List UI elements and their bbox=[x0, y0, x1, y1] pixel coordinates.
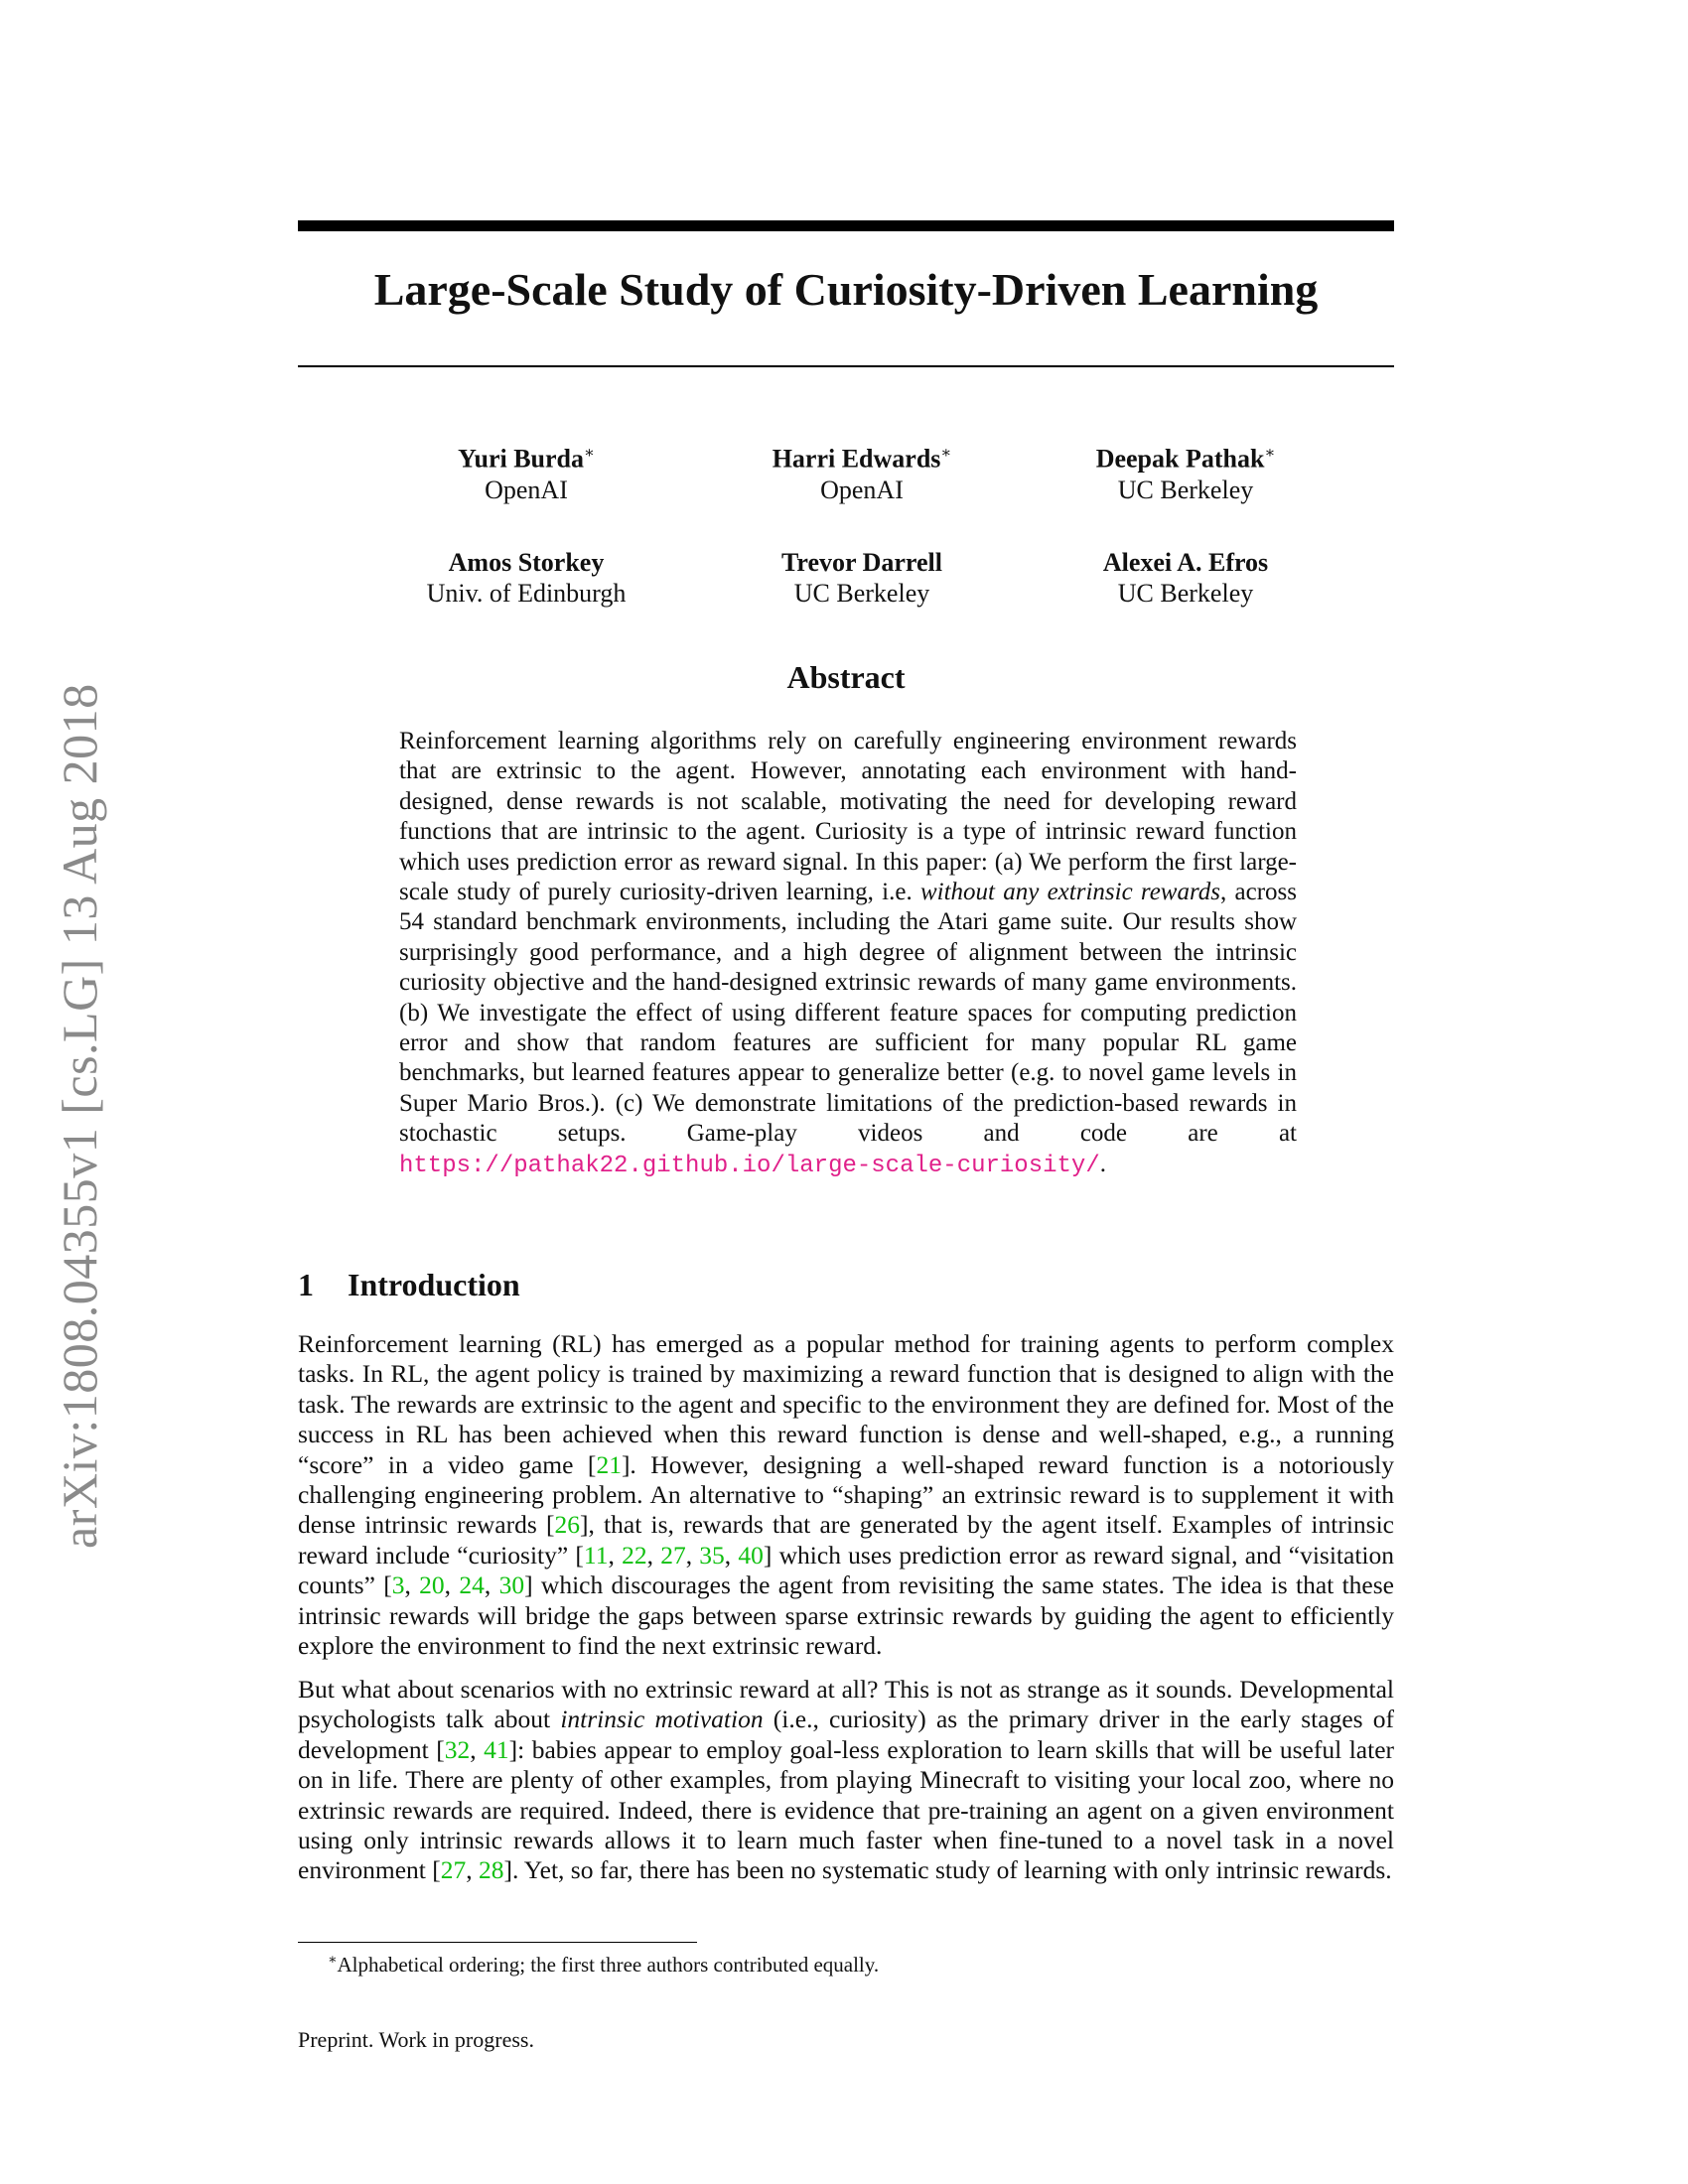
paragraph-emphasis: intrinsic motivation bbox=[560, 1705, 764, 1734]
citation-link[interactable]: 30 bbox=[498, 1570, 525, 1600]
title-bottom-rule bbox=[298, 365, 1394, 367]
preprint-note: Preprint. Work in progress. bbox=[298, 2027, 534, 2052]
paragraph-text: ], that is, rewards that are generated by the agent itself. Examples of intrinsic reward include “curiosity” [ bbox=[298, 1510, 1394, 1570]
author-block bbox=[377, 547, 675, 609]
abstract-body bbox=[399, 727, 1297, 1181]
abstract-text: . bbox=[1099, 1150, 1106, 1177]
abstract-text: Reinforcement learning algorithms rely on carefully engineering environment rewards that are extrinsic to the agent. However, annotating each environment with hand-designed, dense rewards is not scalable, motivating the need for developing reward functions that are intrinsic to the agent. Curiosity is a type of intrinsic reward function which uses prediction error as reward signal. In this paper: (a) We perform the first large-scale study of purely curiosity-driven learning, i.e. bbox=[399, 728, 1297, 906]
citation-link[interactable]: 24 bbox=[459, 1570, 485, 1600]
intro-paragraph: Reinforcement learning (RL) has emerged as a popular method for training agents to perform complex tasks. In RL, the agent policy is trained by maximizing a reward function that is designed to align with the task. The rewards are extrinsic to the agent and specific to the environment they are defined for. Most of the success in RL has been achieved when this reward function is dense and well-shaped, e.g., a running “score” in a video game [21]. However, designing a well-shaped reward function is a notoriously challenging engineering problem. An alternative to “shaping” an extrinsic reward is to supplement it with dense intrinsic rewards [26], that is, rewards that are generated by the agent itself. Examples of intrinsic reward include “curiosity” [11, 22, 27, 35, 40] which uses prediction error as reward signal, and “visitation counts” [3, 20, 24, 30] which discourages the agent from revisiting the same states. The idea is that these intrinsic rewards will bridge the gaps between sparse extrinsic rewards by guiding the agent to efficiently explore the environment to find the next extrinsic reward. bbox=[298, 1329, 1395, 1661]
paragraph-text: ]. However, designing a well-shaped reward function is a notoriously challenging engineering problem. An alternative to “shaping” an extrinsic reward is to supplement it with dense intrinsic rewards [ bbox=[298, 1449, 1395, 1540]
author-affiliation: UC Berkeley bbox=[1117, 579, 1254, 608]
abstract-emphasis: without any extrinsic rewards bbox=[919, 879, 1221, 906]
citation-link[interactable]: 28 bbox=[479, 1855, 504, 1885]
author-block bbox=[377, 438, 675, 505]
paragraph-text: ]: babies appear to employ goal-less exploration to learn skills that will be useful later on in life. There are plenty of other examples, from playing Minecraft to visiting your local zoo, where no extrinsic rewards are required. Indeed, there is evidence that pre-training an agent on a given environment using only intrinsic rewards allows it to learn much faster when fine-tuned to a novel task in a novel environment [ bbox=[298, 1734, 1395, 1885]
section-heading bbox=[298, 1265, 1394, 1304]
paragraph-text: ] which discourages the agent from revisiting the same states. The idea is that these intrinsic rewards will bridge the gaps between sparse extrinsic rewards by guiding the agent to efficiently explore the environment to find the next extrinsic reward. bbox=[298, 1570, 1394, 1661]
author-name: Amos Storkey bbox=[448, 548, 605, 577]
citation-link[interactable]: 20 bbox=[419, 1570, 445, 1600]
footnote-rule bbox=[298, 1942, 697, 1943]
footnote-text: Alphabetical ordering; the first three authors contributed equally. bbox=[337, 1953, 880, 1977]
author-block bbox=[1037, 547, 1335, 609]
citation-link[interactable]: 35 bbox=[699, 1540, 725, 1570]
paragraph-text: ] which uses prediction error as reward signal, and “visitation counts” [ bbox=[298, 1540, 1395, 1600]
author-affiliation: Univ. of Edinburgh bbox=[426, 579, 627, 608]
citation-link[interactable]: 21 bbox=[596, 1449, 622, 1479]
project-link[interactable]: https://pathak22.github.io/large-scale-curiosity/ bbox=[399, 1152, 1100, 1179]
author-affiliation: OpenAI bbox=[820, 475, 904, 504]
footnote bbox=[328, 1946, 1321, 1979]
author-block bbox=[713, 547, 1011, 609]
citation-link[interactable]: 32 bbox=[444, 1734, 471, 1764]
author-name: Trevor Darrell bbox=[781, 548, 942, 577]
equal-contribution-mark: ∗ bbox=[1264, 445, 1276, 462]
footnote-mark: ∗ bbox=[328, 1953, 338, 1968]
paragraph-text: (i.e., curiosity) as the primary driver in the early stages of development [ bbox=[298, 1705, 1395, 1764]
citation-link[interactable]: 27 bbox=[660, 1540, 686, 1570]
author-name: Harri Edwards bbox=[772, 444, 941, 474]
author-name: Yuri Burda bbox=[458, 444, 585, 474]
section-title: Introduction bbox=[348, 1267, 520, 1302]
author-name: Deepak Pathak bbox=[1095, 444, 1265, 474]
section-number: 1 bbox=[298, 1267, 314, 1302]
citation-link[interactable]: 26 bbox=[554, 1510, 580, 1540]
paragraph-text: ]. Yet, so far, there has been no systematic study of learning with only intrinsic rewards. bbox=[503, 1855, 1392, 1885]
citation-link[interactable]: 3 bbox=[391, 1570, 405, 1600]
citation-link[interactable]: 11 bbox=[583, 1540, 609, 1570]
author-name: Alexei A. Efros bbox=[1102, 548, 1269, 577]
title-top-rule bbox=[298, 220, 1394, 231]
paragraph-text: Reinforcement learning (RL) has emerged as a popular method for training agents to perform complex tasks. In RL, the agent policy is trained by maximizing a reward function that is designed to align with the task. The rewards are extrinsic to the agent and specific to the environment they are defined for. Most of the success in RL has been achieved when this reward function is dense and well-shaped, e.g., a running “score” in a video game [ bbox=[298, 1329, 1394, 1479]
citation-link[interactable]: 40 bbox=[738, 1540, 764, 1570]
citation-link[interactable]: 27 bbox=[440, 1855, 467, 1885]
citation-link[interactable]: 22 bbox=[622, 1540, 647, 1570]
arxiv-identifier: arXiv:1808.04355v1 [cs.LG] 13 Aug 2018 bbox=[52, 683, 107, 1549]
author-affiliation: UC Berkeley bbox=[1117, 475, 1254, 504]
equal-contribution-mark: ∗ bbox=[584, 445, 595, 462]
equal-contribution-mark: ∗ bbox=[940, 445, 952, 462]
author-block bbox=[1037, 438, 1335, 505]
paper-title: Large-Scale Study of Curiosity-Driven Learning bbox=[373, 264, 1319, 315]
abstract-text: , across 54 standard benchmark environments, including the Atari game suite. Our results show surprisingly good performance, and a high degree of alignment between the intrinsic curiosity objective and the hand-designed extrinsic rewards of many game environments. (b) We investigate the effect of using different feature spaces for computing prediction error and show that random features are sufficient for many popular RL game benchmarks, but learned features appear to generalize better (e.g. to novel game levels in Super Mario Bros.). (c) We demonstrate limitations of the prediction-based rewards in stochastic setups. Game-play videos and code are at bbox=[399, 879, 1297, 1148]
abstract-heading: Abstract bbox=[786, 659, 906, 695]
intro-paragraph: But what about scenarios with no extrinsic reward at all? This is not as strange as it sounds. Developmental psychologists talk about intrinsic motivation (i.e., curiosity) as the primary driver in the early stages of development [32, 41]: babies appear to employ goal-less exploration to learn skills that will be useful later on in life. There are plenty of other examples, from playing Minecraft to visiting your local zoo, where no extrinsic rewards are required. Indeed, there is evidence that pre-training an agent on a given environment using only intrinsic rewards allows it to learn much faster when fine-tuned to a novel task in a novel environment [27, 28]. Yet, so far, there has been no systematic study of learning with only intrinsic rewards. bbox=[298, 1675, 1395, 1885]
citation-link[interactable]: 41 bbox=[484, 1734, 509, 1764]
author-affiliation: UC Berkeley bbox=[793, 579, 930, 608]
paragraph-text: But what about scenarios with no extrinsic reward at all? This is not as strange as it sounds. Developmental psychologists talk about bbox=[298, 1675, 1394, 1734]
author-block bbox=[713, 438, 1011, 505]
author-affiliation: OpenAI bbox=[485, 475, 568, 504]
